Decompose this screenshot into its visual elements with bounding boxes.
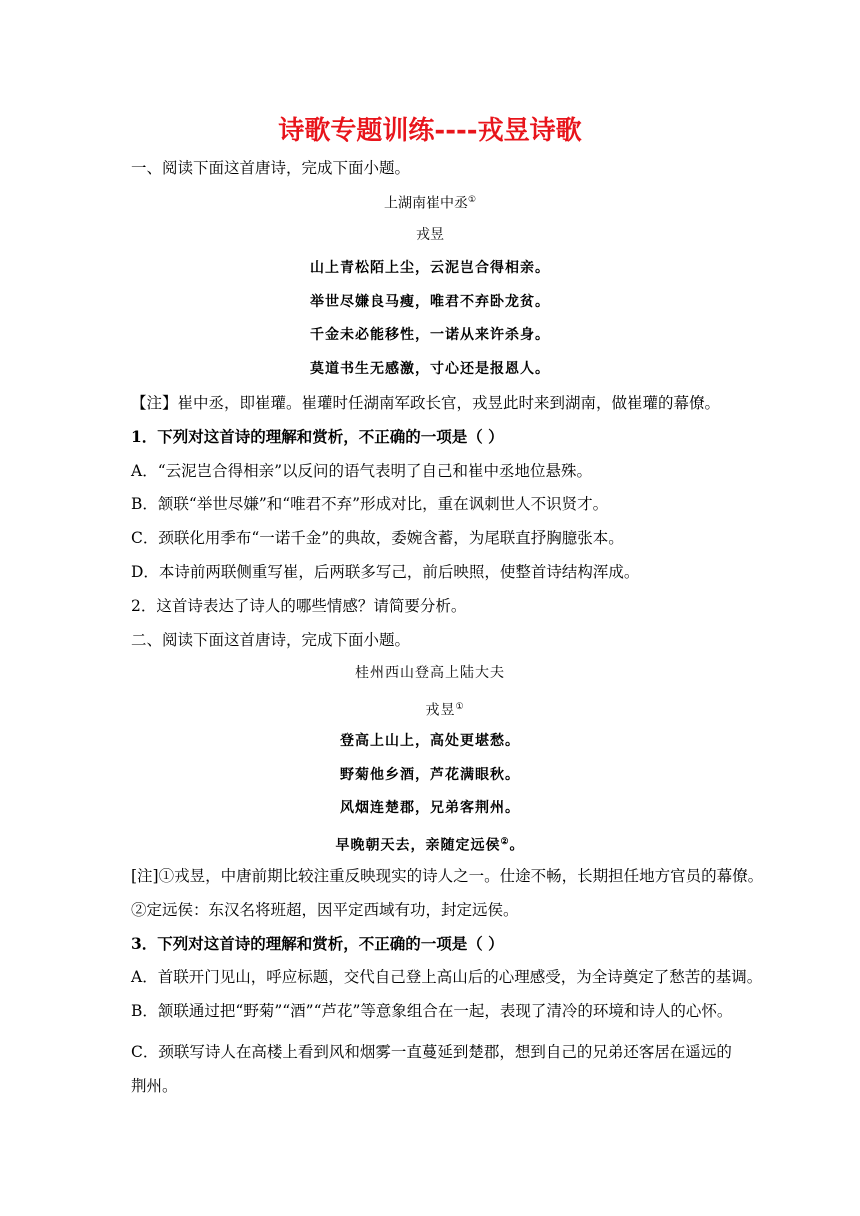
poem1-line: 举世尽嫌良马瘦，唯君不弃卧龙贫。 (310, 294, 550, 310)
poem1-line: 山上青松陌上尘，云泥岂合得相亲。 (310, 260, 550, 276)
q1-option-c: C．颈联化用季布“一诺千金”的典故，委婉含蓄，为尾联直抒胸臆张本。 (131, 529, 624, 547)
poem1-line: 莫道书生无感激，寸心还是报恩人。 (310, 361, 550, 377)
poem2-line: 登高上山上，高处更堪愁。 (340, 733, 520, 749)
question-3: 3．下列对这首诗的理解和赏析，不正确的一项是（ ） (131, 934, 504, 953)
poem1-title: 上湖南崔中丞① (383, 195, 477, 212)
q3-option-a: A．首联开门见山，呼应标题，交代自己登上高山后的心理感受，为全诗奠定了愁苦的基调。 (131, 968, 763, 986)
section1-heading: 一、阅读下面这首唐诗，完成下面小题。 (131, 159, 411, 177)
section2-heading: 二、阅读下面这首唐诗，完成下面小题。 (131, 631, 411, 649)
q1-option-b: B．颔联“举世尽嫌”和“唯君不弃”形成对比，重在讽刺世人不识贤才。 (131, 495, 609, 513)
question-1: 1．下列对这首诗的理解和赏析，不正确的一项是（ ） (131, 427, 504, 446)
poem2-line: 野菊他乡酒，芦花满眼秋。 (340, 767, 520, 783)
poem2-line: 早晚朝天去，亲随定远侯②。 (335, 837, 525, 854)
q3-option-b: B．颔联通过把“野菊”“酒”“芦花”等意象组合在一起，表现了清冷的环境和诗人的心怀。 (131, 1002, 733, 1020)
poem2-title: 桂州西山登高上陆大夫 (355, 665, 505, 681)
question-2: 2．这首诗表达了诗人的哪些情感？请简要分析。 (131, 597, 467, 615)
poem2-note-1: [注]①戎昱，中唐前期比较注重反映现实的诗人之一。仕途不畅，长期担任地方官员的幕僚。 (131, 867, 764, 885)
poem1-author: 戎昱 (416, 227, 444, 243)
q1-option-d: D．本诗前两联侧重写崔，后两联多写己，前后映照，使整首诗结构浑成。 (131, 563, 640, 581)
poem2-line: 风烟连楚郡，兄弟客荆州。 (340, 800, 520, 816)
poem2-author: 戎昱① (425, 702, 465, 719)
document-title: 诗歌专题训练----戎昱诗歌 (278, 116, 582, 146)
q3-option-c: C．颈联写诗人在高楼上看到风和烟雾一直蔓延到楚郡，想到自己的兄弟还客居在遥远的荆州。 (131, 1043, 732, 1095)
poem2-note-2: ②定远侯：东汉名将班超，因平定西域有功，封定远侯。 (131, 901, 519, 919)
poem1-note: 【注】崔中丞，即崔瓘。崔瓘时任湖南军政长官，戎昱此时来到湖南，做崔瓘的幕僚。 (131, 394, 721, 412)
poem1-line: 千金未必能移性，一诺从来许杀身。 (310, 327, 550, 343)
q1-option-a: A．“云泥岂合得相亲”以反问的语气表明了自己和崔中丞地位悬殊。 (131, 462, 593, 480)
